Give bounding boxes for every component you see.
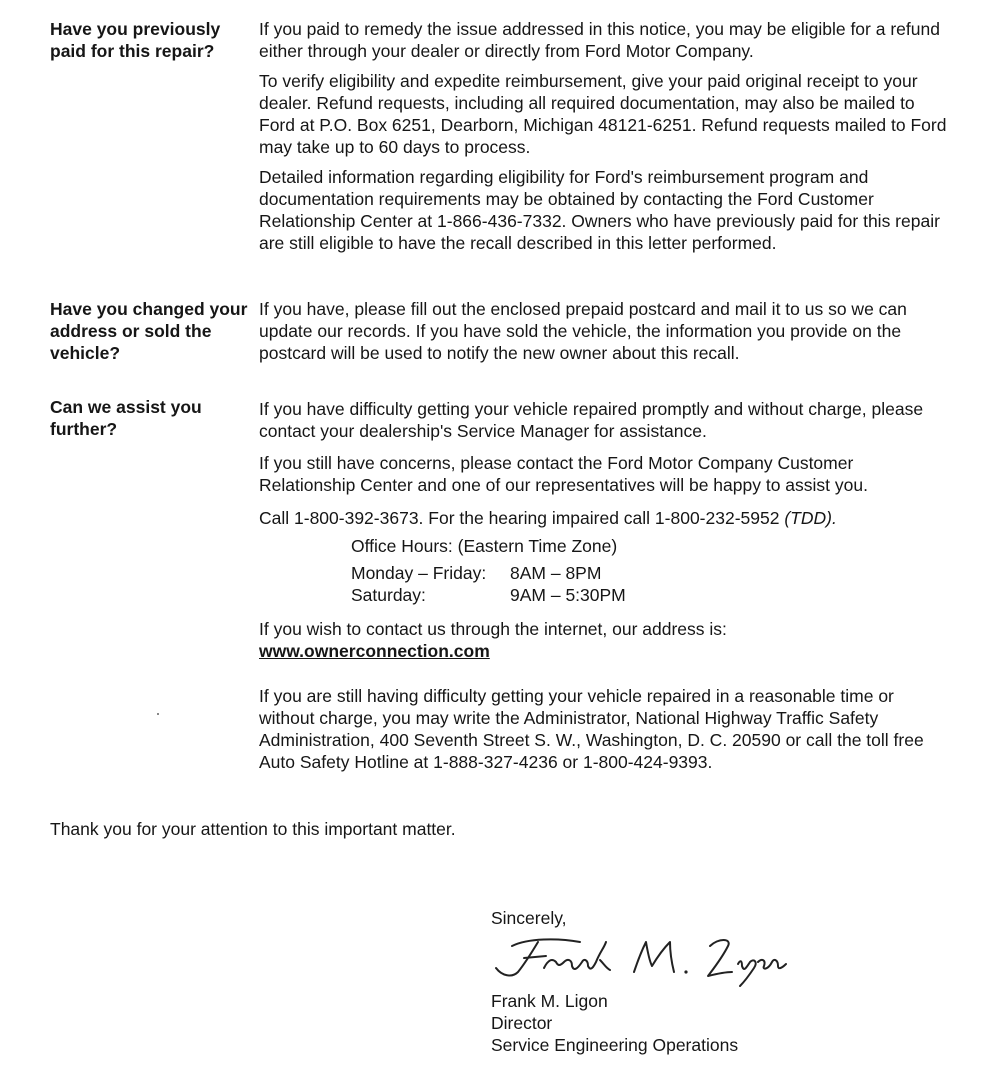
signer-title: Director bbox=[491, 1013, 553, 1033]
hours-weekday-value: 8AM – 8PM bbox=[510, 563, 602, 583]
thank-you-line: Thank you for your attention to this important matter. bbox=[50, 819, 456, 839]
assist-paragraph-2: If you still have concerns, please contact the Ford Motor Company Customer Relationship Center and one of our representatives will be happy to assist you. bbox=[259, 453, 868, 495]
refund-paragraph-1: If you paid to remedy the issue addressed in this notice, you may be eligible for a refund either through your dealer or directly from Ford Motor Company. bbox=[259, 19, 940, 61]
ownerconnection-link[interactable]: www.ownerconnection.com bbox=[259, 641, 490, 661]
call-numbers: Call 1-800-392-3673. For the hearing impaired call 1-800-232-5952 bbox=[259, 508, 780, 528]
hours-saturday-label: Saturday: bbox=[351, 585, 426, 605]
assist-heading: Can we assist you further? bbox=[50, 397, 202, 439]
tdd-label: (TDD). bbox=[784, 508, 837, 528]
office-hours-title: Office Hours: (Eastern Time Zone) bbox=[351, 536, 618, 556]
internet-line bbox=[259, 640, 949, 662]
nhtsa-paragraph: If you are still having difficulty getting your vehicle repaired in a reasonable time or without charge, you may write the Administrator, National Highway Traffic Safety Administration, 400 Seventh Street S. W., Washington, D. C. 20590 or call the toll free Auto Safety Hotline at 1-888-327-4236 or 1-800-424-9393. bbox=[259, 686, 924, 772]
handwritten-signature bbox=[488, 928, 788, 988]
signer-department: Service Engineering Operations bbox=[491, 1035, 739, 1055]
address-paragraph-1: If you have, please fill out the enclosed prepaid postcard and mail it to us so we can update our records. If you have sold the vehicle, the information you provide on the postcard will be used to notify the new owner about this recall. bbox=[259, 299, 907, 363]
address-heading: Have you changed your address or sold the vehicle? bbox=[50, 299, 248, 363]
internet-text: If you wish to contact us through the internet, our address is: bbox=[259, 619, 727, 639]
sincerely-line: Sincerely, bbox=[491, 908, 567, 928]
scan-speck bbox=[157, 713, 159, 715]
hours-saturday-value: 9AM – 5:30PM bbox=[510, 585, 626, 605]
signer-name: Frank M. Ligon bbox=[491, 991, 608, 1011]
refund-heading: Have you previously paid for this repair? bbox=[50, 19, 221, 61]
refund-paragraph-3: Detailed information regarding eligibility for Ford's reimbursement program and documentation requirements may be obtained by contacting the Ford Customer Relationship Center at 1-866-436-7332. Owners who have previously paid for this repair are still eligible to have the recall described in this letter performed. bbox=[259, 167, 940, 253]
call-line bbox=[259, 507, 949, 529]
refund-paragraph-2: To verify eligibility and expedite reimbursement, give your paid original receipt to your dealer. Refund requests, including all required documentation, may also be mailed to Ford at P.O. Box 6251, Dearborn, Michigan 48121-6251. Refund requests mailed to Ford may take up to 60 days to process. bbox=[259, 71, 947, 157]
hours-weekday-label: Monday – Friday: bbox=[351, 563, 487, 583]
assist-paragraph-1: If you have difficulty getting your vehicle repaired promptly and without charge, please contact your dealership's Service Manager for assistance. bbox=[259, 399, 924, 441]
